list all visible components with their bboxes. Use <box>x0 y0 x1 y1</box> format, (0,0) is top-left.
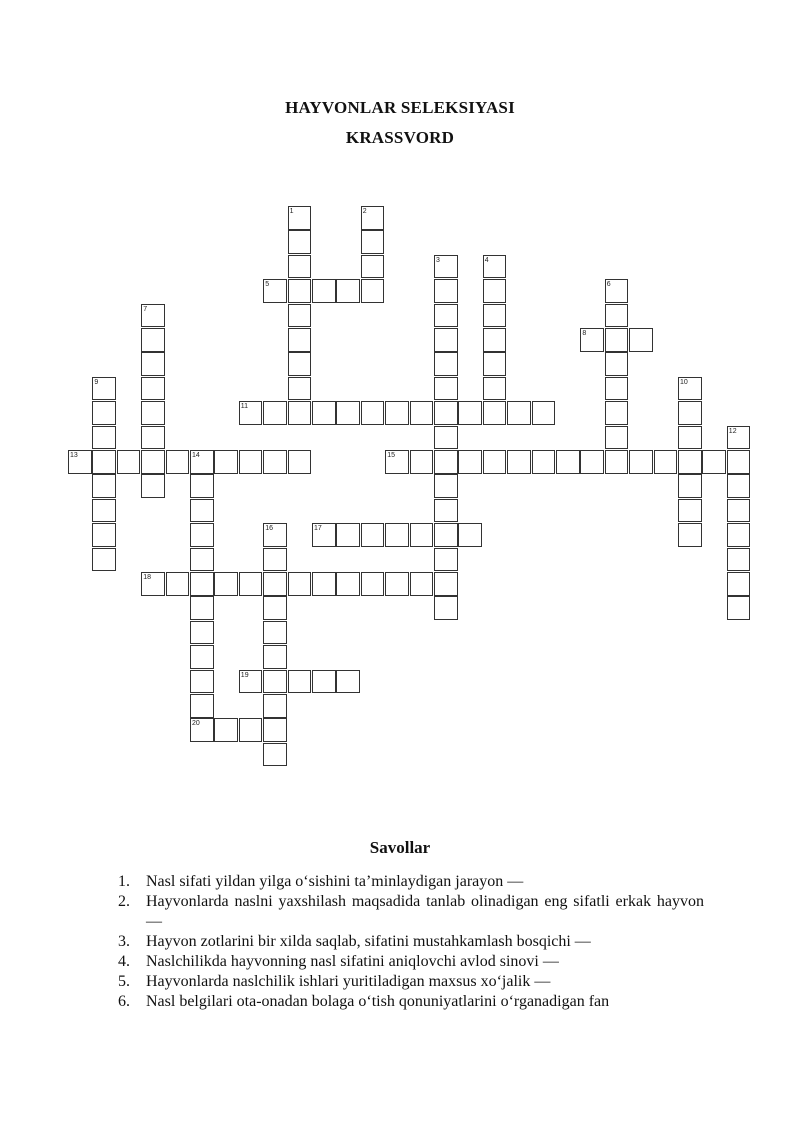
clue-number: 1 <box>289 208 294 215</box>
clue-number: 4 <box>484 256 489 264</box>
crossword-cell[interactable] <box>190 621 214 645</box>
crossword-cell[interactable] <box>288 572 312 596</box>
document-subtitle: KRASSVORD <box>345 128 455 147</box>
crossword-cell[interactable] <box>678 401 702 425</box>
crossword-cell[interactable] <box>288 279 312 303</box>
crossword-cell[interactable] <box>141 401 165 425</box>
crossword-cell[interactable] <box>190 596 214 620</box>
crossword-cell[interactable] <box>727 548 751 572</box>
crossword-cell[interactable] <box>312 572 336 596</box>
question-item <box>118 892 704 932</box>
crossword-cell[interactable] <box>190 572 214 596</box>
crossword-cell[interactable] <box>702 450 726 474</box>
crossword-cell[interactable] <box>434 596 458 620</box>
crossword-cell[interactable] <box>434 352 458 376</box>
question-number: 5. <box>118 973 130 990</box>
crossword-cell[interactable] <box>434 572 458 596</box>
crossword-cell[interactable] <box>385 523 409 547</box>
crossword-cell[interactable] <box>434 377 458 401</box>
crossword-cell[interactable] <box>239 450 263 474</box>
crossword-cell[interactable] <box>190 694 214 718</box>
crossword-cell[interactable] <box>263 572 287 596</box>
crossword-cell[interactable] <box>385 572 409 596</box>
crossword-cell[interactable] <box>214 450 238 474</box>
crossword-cell[interactable] <box>532 401 556 425</box>
crossword-cell[interactable] <box>92 426 116 450</box>
crossword-cell[interactable] <box>239 572 263 596</box>
crossword-cell[interactable] <box>288 450 312 474</box>
question-text: Nasl sifati yildan yilga o‘sishini ta’minlaydigan jarayon — <box>146 873 524 890</box>
crossword-cell[interactable] <box>678 523 702 547</box>
crossword-cell[interactable] <box>483 279 507 303</box>
crossword-cell[interactable] <box>410 450 434 474</box>
crossword-cell[interactable] <box>190 548 214 572</box>
crossword-cell[interactable] <box>410 401 434 425</box>
crossword-cell[interactable] <box>483 304 507 328</box>
crossword-cell[interactable] <box>727 572 751 596</box>
crossword-cell[interactable] <box>166 450 190 474</box>
crossword-cell[interactable] <box>678 450 702 474</box>
crossword-cell[interactable] <box>434 499 458 523</box>
clue-number: 18 <box>143 574 151 581</box>
crossword-cell[interactable] <box>214 572 238 596</box>
crossword-cell[interactable] <box>458 523 482 547</box>
crossword-cell[interactable] <box>434 474 458 498</box>
crossword-cell[interactable] <box>361 255 385 279</box>
question-text: Nasl belgilari ota-onadan bolaga o‘tish qonuniyatlarini o‘rganadigan fan <box>146 993 610 1010</box>
question-text: Hayvonlarda naslni yaxshilash maqsadida tanlab olinadigan eng sifatli erkak hayvon — <box>146 893 704 930</box>
crossword-cell[interactable] <box>629 328 653 352</box>
crossword-cell[interactable] <box>239 718 263 742</box>
crossword-cell[interactable] <box>483 352 507 376</box>
crossword-cell[interactable] <box>92 523 116 547</box>
crossword-cell[interactable] <box>434 401 458 425</box>
crossword-cell[interactable] <box>336 670 360 694</box>
crossword-cell[interactable] <box>629 450 653 474</box>
crossword-cell[interactable] <box>336 279 360 303</box>
crossword-cell[interactable] <box>434 279 458 303</box>
question-item <box>118 972 704 992</box>
crossword-cell[interactable] <box>263 694 287 718</box>
crossword-cell[interactable] <box>312 401 336 425</box>
crossword-cell[interactable] <box>336 401 360 425</box>
crossword-cell[interactable] <box>361 279 385 303</box>
crossword-cell[interactable] <box>288 377 312 401</box>
crossword-cell[interactable] <box>263 645 287 669</box>
crossword-cell[interactable] <box>92 499 116 523</box>
crossword-cell[interactable] <box>263 621 287 645</box>
clue-number: 2 <box>362 208 367 215</box>
crossword-cell[interactable] <box>312 279 336 303</box>
clue-number: 20 <box>192 720 200 728</box>
crossword-cell[interactable] <box>263 743 287 767</box>
crossword-cell[interactable] <box>361 230 385 254</box>
crossword-cell[interactable] <box>385 401 409 425</box>
crossword-cell[interactable] <box>312 670 336 694</box>
crossword-cell[interactable] <box>141 426 165 450</box>
crossword-cell[interactable] <box>214 718 238 742</box>
clue-number: 10 <box>680 378 688 386</box>
document-title: HAYVONLAR SELEKSIYASI <box>285 98 515 117</box>
clue-number: 8 <box>582 330 587 337</box>
crossword-cell[interactable] <box>288 328 312 352</box>
clue-number: 19 <box>240 671 249 679</box>
question-number: 2. <box>118 893 130 910</box>
crossword-cell[interactable] <box>336 523 360 547</box>
crossword-cell[interactable] <box>288 401 312 425</box>
question-number: 6. <box>118 993 130 1010</box>
crossword-cell[interactable] <box>507 450 531 474</box>
clue-number: 12 <box>728 427 737 435</box>
crossword-cell[interactable] <box>605 426 629 450</box>
crossword-cell[interactable] <box>141 450 165 474</box>
clue-number: 9 <box>94 378 99 386</box>
crossword-cell[interactable] <box>605 450 629 474</box>
crossword-cell[interactable] <box>263 401 287 425</box>
crossword-cell[interactable] <box>263 718 287 742</box>
crossword-cell[interactable] <box>141 474 165 498</box>
crossword-cell[interactable] <box>117 450 141 474</box>
clue-number: 13 <box>70 452 78 459</box>
clue-number: 16 <box>265 525 273 533</box>
crossword-cell[interactable] <box>458 401 482 425</box>
crossword-cell[interactable] <box>288 255 312 279</box>
crossword-cell[interactable] <box>532 450 556 474</box>
questions-list <box>118 872 704 1012</box>
crossword-cell[interactable] <box>361 401 385 425</box>
crossword-cell[interactable] <box>727 523 751 547</box>
crossword-cell[interactable] <box>434 548 458 572</box>
crossword-cell[interactable] <box>92 548 116 572</box>
clue-number: 11 <box>240 403 249 411</box>
crossword-cell[interactable] <box>434 304 458 328</box>
crossword-cell[interactable] <box>361 572 385 596</box>
crossword-cell[interactable] <box>288 230 312 254</box>
crossword-cell[interactable] <box>605 377 629 401</box>
clue-number: 5 <box>265 281 270 289</box>
crossword-cell[interactable] <box>263 450 287 474</box>
crossword-cell[interactable] <box>483 450 507 474</box>
crossword-cell[interactable] <box>434 450 458 474</box>
crossword-cell[interactable] <box>605 304 629 328</box>
crossword-cell[interactable] <box>678 474 702 498</box>
crossword-cell[interactable] <box>458 450 482 474</box>
crossword-cell[interactable] <box>336 572 360 596</box>
crossword-cell[interactable] <box>654 450 678 474</box>
crossword-cell[interactable] <box>483 401 507 425</box>
crossword-cell[interactable] <box>605 401 629 425</box>
question-number: 3. <box>118 933 130 950</box>
crossword-cell[interactable] <box>483 328 507 352</box>
question-item <box>118 872 704 892</box>
crossword-cell[interactable] <box>727 474 751 498</box>
crossword-cell[interactable] <box>727 596 751 620</box>
clue-number: 6 <box>606 281 611 289</box>
crossword-cell[interactable] <box>288 352 312 376</box>
crossword-cell[interactable] <box>410 523 434 547</box>
crossword-cell[interactable] <box>92 450 116 474</box>
crossword-cell[interactable] <box>141 328 165 352</box>
question-item <box>118 952 704 972</box>
crossword-cell[interactable] <box>483 377 507 401</box>
question-number: 1. <box>118 873 130 890</box>
crossword-cell[interactable] <box>263 670 287 694</box>
crossword-cell[interactable] <box>190 523 214 547</box>
questions-heading: Savollar <box>369 838 431 857</box>
crossword-cell[interactable] <box>361 523 385 547</box>
clue-number: 7 <box>143 305 148 313</box>
crossword-cell[interactable] <box>605 328 629 352</box>
clue-number: 3 <box>436 256 440 264</box>
crossword-cell[interactable] <box>263 596 287 620</box>
clue-number: 14 <box>192 452 200 459</box>
question-text: Naslchilikda hayvonning nasl sifatini aniqlovchi avlod sinovi — <box>146 953 559 970</box>
question-item <box>118 992 704 1012</box>
crossword-cell[interactable] <box>556 450 580 474</box>
crossword-cell[interactable] <box>727 499 751 523</box>
crossword-cell[interactable] <box>141 352 165 376</box>
question-text: Hayvon zotlarini bir xilda saqlab, sifatini mustahkamlash bosqichi — <box>146 933 591 950</box>
crossword-cell[interactable] <box>410 572 434 596</box>
clue-number: 17 <box>314 525 322 533</box>
clue-number: 15 <box>387 452 395 459</box>
crossword-cell[interactable] <box>580 450 604 474</box>
crossword-cell[interactable] <box>190 474 214 498</box>
crossword-cell[interactable] <box>605 352 629 376</box>
crossword-cell[interactable] <box>190 670 214 694</box>
crossword-cell[interactable] <box>678 499 702 523</box>
crossword-cell[interactable] <box>507 401 531 425</box>
crossword-cell[interactable] <box>434 426 458 450</box>
crossword-cell[interactable] <box>92 401 116 425</box>
question-item <box>118 932 704 952</box>
crossword-cell[interactable] <box>434 328 458 352</box>
crossword-cell[interactable] <box>166 572 190 596</box>
crossword-cell[interactable] <box>288 304 312 328</box>
crossword-cell[interactable] <box>434 523 458 547</box>
crossword-cell[interactable] <box>727 450 751 474</box>
crossword-cell[interactable] <box>678 426 702 450</box>
crossword-cell[interactable] <box>141 377 165 401</box>
crossword-cell[interactable] <box>92 474 116 498</box>
crossword-cell[interactable] <box>190 499 214 523</box>
question-text: Hayvonlarda naslchilik ishlari yuritiladigan maxsus xo‘jalik — <box>146 973 551 990</box>
crossword-cell[interactable] <box>190 645 214 669</box>
crossword-cell[interactable] <box>288 670 312 694</box>
question-number: 4. <box>118 953 130 970</box>
crossword-cell[interactable] <box>263 548 287 572</box>
